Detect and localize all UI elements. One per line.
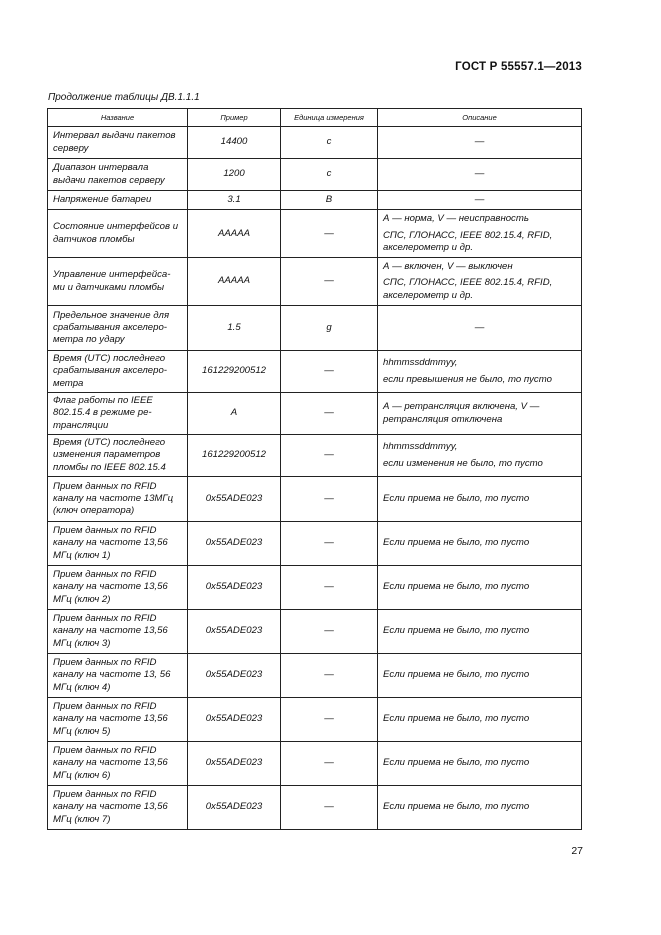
table-row [48, 159, 582, 191]
description-cell [378, 566, 582, 610]
description-line: — [474, 194, 485, 205]
description-cell [378, 742, 582, 786]
description-line: Если приема не было, то пусто [383, 537, 530, 549]
description-line: А — норма, V — неисправность [383, 213, 529, 225]
description-line: — [474, 321, 485, 333]
description-line: А — включен, V — выключен [383, 261, 513, 273]
description-line: если изменения не было, то пусто [383, 457, 543, 469]
parameter-name-cell: Время (UTC) последнего изменения параметров пломбы по IEEE 802.15.4 [48, 435, 188, 477]
unit-cell: — [281, 522, 378, 566]
example-cell: 0x55ADE023 [188, 654, 281, 698]
unit-cell: — [281, 258, 378, 306]
parameter-name-cell: Прием данных по RFID каналу на частоте 13,56 МГц (ключ 7) [48, 786, 188, 830]
parameter-name-cell: Время (UTC) последнего срабатывания акселеро-метра [48, 351, 188, 393]
example-cell: 0x55ADE023 [188, 742, 281, 786]
description-cell [378, 698, 582, 742]
parameter-name-cell: Управление интерфейса-ми и датчиками пломбы [48, 258, 188, 306]
table-caption: Продолжение таблицы ДВ.1.1.1 [48, 92, 200, 103]
table-body [48, 127, 582, 830]
parameter-name-cell: Флаг работы по IEEE 802.15.4 в режиме ре-трансляции [48, 393, 188, 435]
parameter-name-cell: Прием данных по RFID каналу на частоте 13МГц (ключ оператора) [48, 477, 188, 522]
description-cell [378, 522, 582, 566]
description-cell [378, 159, 582, 191]
parameter-name-cell: Прием данных по RFID каналу на частоте 13,56 МГц (ключ 1) [48, 522, 188, 566]
description-line: СПС, ГЛОНАСС, IEEE 802.15.4, RFID, акселерометр и др. [383, 277, 553, 301]
description-cell [378, 306, 582, 351]
table-row [48, 742, 582, 786]
example-cell: 1200 [188, 159, 281, 191]
table-row [48, 306, 582, 351]
description-line: Если приема не было, то пусто [383, 492, 530, 504]
description-line: Если приема не было, то пусто [383, 581, 530, 593]
example-cell: 0x55ADE023 [188, 610, 281, 654]
parameter-name-cell: Прием данных по RFID каналу на частоте 13, 56 МГц (ключ 4) [48, 654, 188, 698]
description-cell [378, 258, 582, 306]
table-row [48, 477, 582, 522]
description-cell [378, 191, 582, 210]
example-cell: 1.5 [188, 306, 281, 351]
example-cell: AAAAA [188, 258, 281, 306]
standard-code: ГОСТ Р 55557.1—2013 [455, 61, 582, 73]
table-row [48, 191, 582, 210]
parameter-name-cell: Прием данных по RFID каналу на частоте 13,56 МГц (ключ 2) [48, 566, 188, 610]
unit-cell: с [281, 127, 378, 159]
table-row [48, 210, 582, 258]
description-line: если превышения не было, то пусто [383, 373, 552, 385]
column-header-name: Название [48, 109, 188, 127]
table-row [48, 258, 582, 306]
page-number: 27 [571, 845, 583, 857]
description-line: — [474, 168, 485, 180]
unit-cell: с [281, 159, 378, 191]
unit-cell: — [281, 351, 378, 393]
description-cell [378, 654, 582, 698]
unit-cell: — [281, 654, 378, 698]
unit-cell: — [281, 610, 378, 654]
description-line: Если приема не было, то пусто [383, 625, 530, 637]
table-row [48, 654, 582, 698]
table-row [48, 786, 582, 830]
unit-cell: g [281, 306, 378, 351]
description-line: СПС, ГЛОНАСС, IEEE 802.15.4, RFID, акселерометр и др. [383, 229, 553, 253]
table-row [48, 566, 582, 610]
example-cell: 14400 [188, 127, 281, 159]
example-cell: 0x55ADE023 [188, 698, 281, 742]
table-row [48, 522, 582, 566]
example-cell: 3.1 [188, 191, 281, 210]
table-row [48, 351, 582, 393]
parameter-name-cell: Прием данных по RFID каналу на частоте 13,56 МГц (ключ 3) [48, 610, 188, 654]
example-cell: AAAAA [188, 210, 281, 258]
table-row [48, 393, 582, 435]
description-cell [378, 393, 582, 435]
description-line: Если приема не было, то пусто [383, 801, 530, 813]
unit-cell: — [281, 393, 378, 435]
description-line: Если приема не было, то пусто [383, 669, 530, 681]
example-cell: A [188, 393, 281, 435]
unit-cell: В [281, 191, 378, 210]
description-line: Если приема не было, то пусто [383, 713, 530, 725]
example-cell: 0x55ADE023 [188, 786, 281, 830]
description-line: hhmmssddmmyy, [383, 357, 458, 369]
description-cell [378, 786, 582, 830]
column-header-example: Пример [188, 109, 281, 127]
description-cell [378, 435, 582, 477]
example-cell: 161229200512 [188, 351, 281, 393]
description-line: А — ретрансляция включена, V — ретрансляция отключена [383, 401, 540, 425]
parameter-name-cell: Состояние интерфейсов и датчиков пломбы [48, 210, 188, 258]
parameters-table [47, 108, 582, 830]
description-cell [378, 477, 582, 522]
column-header-description: Описание [378, 109, 582, 127]
example-cell: 0x55ADE023 [188, 522, 281, 566]
parameter-name-cell: Напряжение батареи [48, 191, 188, 210]
unit-cell: — [281, 566, 378, 610]
description-cell [378, 351, 582, 393]
parameter-name-cell: Диапазон интервала выдачи пакетов серверу [48, 159, 188, 191]
unit-cell: — [281, 435, 378, 477]
unit-cell: — [281, 210, 378, 258]
header-row [48, 109, 582, 127]
description-line: — [474, 136, 485, 148]
description-cell [378, 610, 582, 654]
unit-cell: — [281, 698, 378, 742]
example-cell: 0x55ADE023 [188, 566, 281, 610]
unit-cell: — [281, 786, 378, 830]
table-row [48, 435, 582, 477]
column-header-unit: Единица измерения [281, 109, 378, 127]
description-line: Если приема не было, то пусто [383, 757, 530, 769]
parameter-name-cell: Прием данных по RFID каналу на частоте 13,56 МГц (ключ 5) [48, 698, 188, 742]
parameter-name-cell: Интервал выдачи пакетов серверу [48, 127, 188, 159]
description-cell [378, 210, 582, 258]
parameter-name-cell: Предельное значение для срабатывания акселеро-метра по удару [48, 306, 188, 351]
unit-cell: — [281, 742, 378, 786]
description-line: hhmmssddmmyy, [383, 441, 458, 453]
description-cell [378, 127, 582, 159]
table-row [48, 610, 582, 654]
table-header [48, 109, 582, 127]
example-cell: 161229200512 [188, 435, 281, 477]
table-row [48, 698, 582, 742]
table-row [48, 127, 582, 159]
unit-cell: — [281, 477, 378, 522]
parameter-name-cell: Прием данных по RFID каналу на частоте 13,56 МГц (ключ 6) [48, 742, 188, 786]
example-cell: 0x55ADE023 [188, 477, 281, 522]
